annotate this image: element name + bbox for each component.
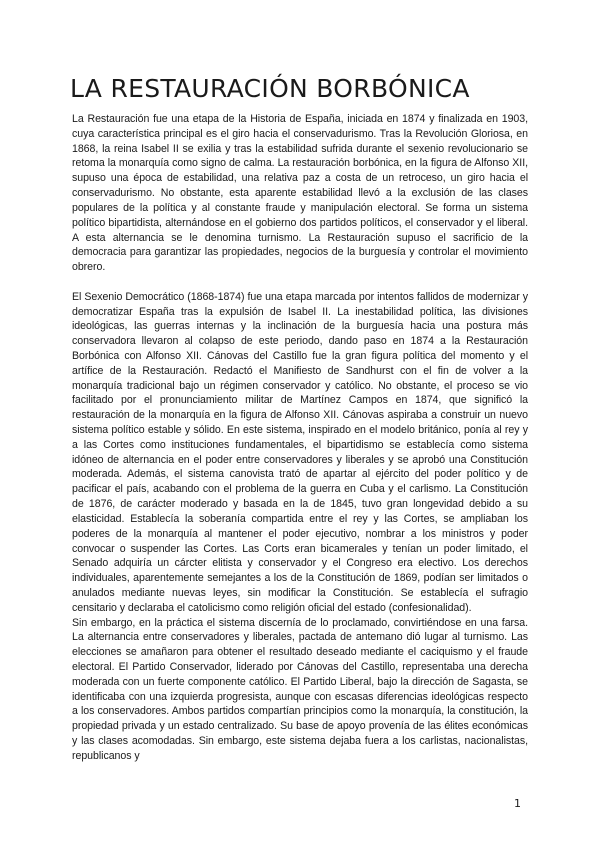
document-title: LA RESTAURACIÓN BORBÓNICA (70, 74, 470, 103)
page-number: 1 (514, 797, 521, 810)
paragraph-intro: La Restauración fue una etapa de la Historia de España, iniciada en 1874 y finalizada en 1903, cuya característica principal es el giro hacia el conservadurismo. Tras la Revolución Gloriosa, en 1868, la reina Isabel II se exilia y tras la estabilidad sufrida durante el sexenio revolucionario se retoma la monarquía como signo de calma. La restauración borbónica, en la figura de Alfonso XII, supuso una época de estabilidad, una relativa paz a costa de un retroceso, un giro hacia el conservadurismo. No obstante, esta aparente estabilidad llevó a la exclusión de las clases populares de la política y al constante fraude y manipulación electoral. Se forma un sistema político bipartidista, alternándose en el gobierno dos partidos políticos, el conservador y el liberal. A esta alternancia se le denomina turnismo. La Restauración supuso el sacrificio de la democracia para garantizar las propiedades, negocios de la burguesía y controlar el movimiento obrero. (72, 113, 528, 274)
paragraph-sexenio: El Sexenio Democrático (1868-1874) fue una etapa marcada por intentos fallidos de modernizar y democratizar España tras la expulsión de Isabel II. La inestabilidad política, las divisiones ideológicas, las guerras internas y la inclinación de la burguesía hacia una postura más conservadora llevaron al colapso de este periodo, dando paso en 1874 a la Restauración Borbónica con Alfonso XII. Cánovas del Castillo fue la gran figura política del momento y el artífice de la Restauración. Redactó el Manifiesto de Sandhurst con el fin de volver a la monarquía tradicional bajo un régimen conservador y católico. No obstante, el proceso se vio facilitado por el pronunciamiento militar de Martínez Campos en 1874, que significó la restauración de la monarquía en la figura de Alfonso XII. Cánovas aspiraba a construir un nuevo sistema político estable y sólido. En este sistema, inspirado en el modelo británico, ponía al rey y a las Cortes como instituciones fundamentales, el bipartidismo se establecía como sistema idóneo de alternancia en el poder entre conservadores y liberales y se aprobó una Constitución moderada. Además, el sistema canovista trató de apartar al ejército del poder político y de pacificar el país, acabando con el problema de la guerra en Cuba y el carlismo. La Constitución de 1876, de carácter moderado y basada en la de 1845, tuvo gran longevidad debido a su elasticidad. Establecía la soberanía compartida entre el rey y las Cortes, se ampliaban los poderes de la monarquía al mantener el poder ejecutivo, nombrar a los ministros y poder convocar o suspender las Cortes. Las Corts eran bicamerales y tenían un poder limitado, el Senado adquiría un cárcter elitista y conservador y el Congreso era electivo. Los derechos individuales, aparentemente semejantes a los de la Constitución de 1869, podían ser limitados o anulados mediante nuevas leyes, sin modificar la Constitución. Se establecía el sufragio censitario y declaraba el catolicismo como religión oficial del estado (confesionalidad). (72, 290, 528, 614)
paragraph-turnismo: Sin embargo, en la práctica el sistema discernía de lo proclamado, convirtiéndose en una farsa. La alternancia entre conservadores y liberales, pactada de antemano dió lugar al turnismo. Las elecciones se amañaron para obtener el resultado deseado mediante el caciquismo y el fraude electoral. El Partido Conservador, liderado por Cánovas del Castillo, representaba una derecha moderada con un fuerte componente católico. El Partido Liberal, bajo la dirección de Sagasta, se identificaba con una izquierda progresista, aunque con escasas diferencias ideológicas respecto a los conservadores. Ambos partidos compartían principios como la monarquía, la constitución, la propiedad privada y un estado centralizado. Su base de apoyo provenía de las élites económicas y las clases acomodadas. Sin embargo, este sistema dejaba fuera a los carlistas, nacionalistas, republicanos y (72, 616, 528, 762)
document-body (72, 112, 528, 764)
